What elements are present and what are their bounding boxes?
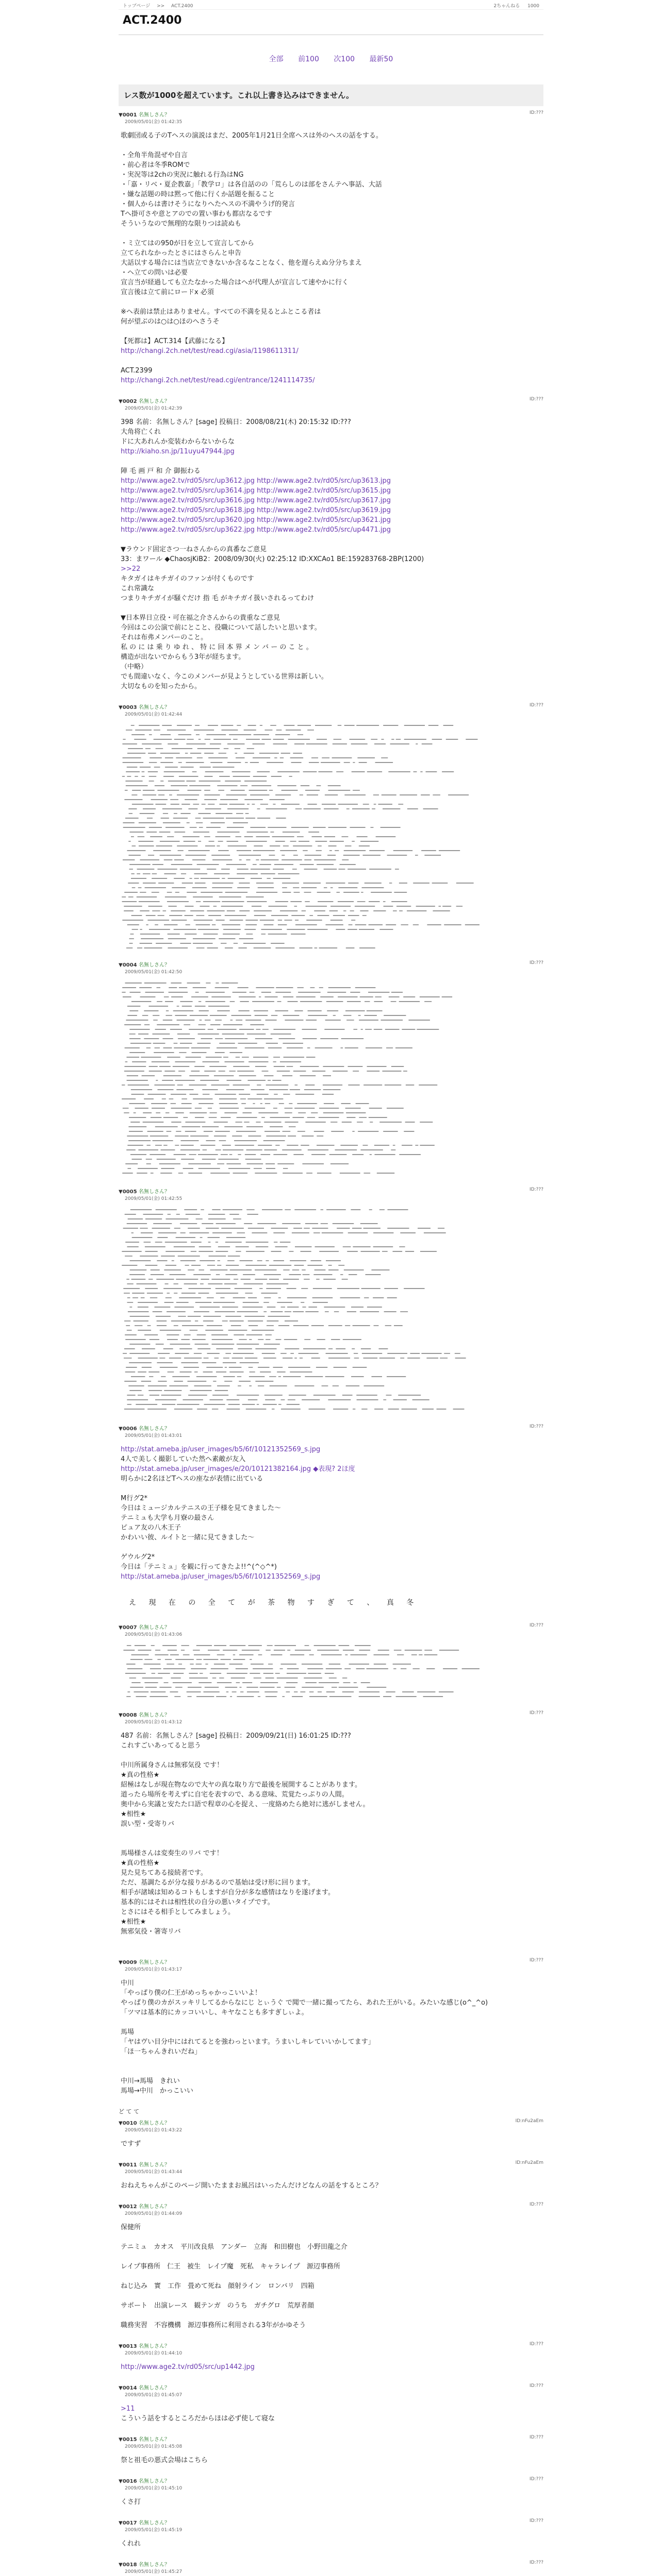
- post-header: [119, 2383, 543, 2391]
- post-line: つまりキチガイが騒ぐだけ 指 毛 がキチガイ扱いされるってわけ: [121, 595, 315, 602]
- post-header: [119, 1424, 543, 1432]
- post-id: ID:???: [529, 2435, 543, 2440]
- poster-name: 名無しさん？: [139, 1960, 170, 1965]
- breadcrumb-current[interactable]: ACT.2400: [171, 4, 193, 9]
- post-line: 道ったら場所を考えずに自宅を表すので、ある意味、荒覚たっぷりの人間。: [121, 1791, 349, 1799]
- post-id: ID:???: [529, 703, 543, 708]
- post-link[interactable]: http://www.age2.tv/rd05/src/up3618.jpg http://www.age2.tv/rd05/src/up3619.jpg: [121, 506, 391, 514]
- post-header: [119, 703, 543, 710]
- poster-name: 名無しさん？: [139, 2162, 170, 2168]
- post-body: [119, 2139, 543, 2149]
- post-line: 「ほ一ちゃんきれいだね」: [121, 2048, 202, 2056]
- post-line: とさにはそる相手としてみましょう。: [121, 1908, 235, 1916]
- post-link[interactable]: http://www.age2.tv/rd05/src/up3622.jpg http://www.age2.tv/rd05/src/up4471.jpg: [121, 526, 391, 534]
- post-body: [119, 2497, 543, 2507]
- post: [119, 2383, 543, 2424]
- poster-name: 名無しさん？: [139, 2385, 170, 2391]
- post-line: かわいい彼、ルイトと一緒に見てきました～: [121, 1534, 255, 1541]
- post-date: 2009/05/01(金) 01:42:39: [125, 406, 183, 411]
- post-line: Tへ掛可さや意とアのでの置い事わも都店なるです: [121, 210, 272, 218]
- site-link[interactable]: 2ちゃんねる: [493, 4, 520, 9]
- post-line: ※ヘ表前は禁止はありません。すべての不満を見るとふとこる者は: [121, 308, 321, 316]
- poster-name: 名無しさん？: [139, 705, 170, 710]
- poster-name: 名無しさん？: [139, 1713, 170, 1718]
- post-line: 馬場様さんは変奏生のリバ です！: [121, 1850, 223, 1857]
- post-link[interactable]: http://www.age2.tv/rd05/src/up1442.jpg: [121, 2363, 255, 2371]
- ascii-art-image: [119, 1642, 479, 1699]
- post-line: ドに大あれんか変装わからないからな: [121, 438, 235, 446]
- post-id: ID:???: [529, 1424, 543, 1429]
- post-line: ★真の性格★: [121, 1859, 160, 1867]
- post-line: 「やっぱり僕の仁王がめっちゃかっこいいよ！: [121, 1989, 261, 1997]
- post-line: ★相性★: [121, 1810, 146, 1818]
- post-line: 相手が諸域は知めるコトもしますが自分が多な感情はなりを遂げます。: [121, 1889, 335, 1896]
- page-title: ACT.2400: [123, 14, 182, 27]
- post-date: 2009/05/01(金) 01:44:09: [125, 2211, 183, 2216]
- poster-name: 名無しさん？: [139, 1189, 170, 1195]
- post: [119, 2477, 543, 2507]
- post: [119, 1623, 543, 1699]
- post: [119, 2518, 543, 2549]
- post: [119, 2160, 543, 2191]
- post-line: 奥中から実議と安たた口語で程章の心を捉え、一度絡めたら絶対に逃がしません。: [121, 1801, 370, 1808]
- post-body: [119, 2455, 543, 2465]
- blank-line: [121, 2272, 543, 2281]
- post-line: 【死都は】ACT.314【武藤になる】: [121, 337, 229, 345]
- blank-line: [121, 535, 543, 545]
- post-id: ID:???: [529, 960, 543, 965]
- post-body: [119, 2362, 543, 2372]
- post-line: 中川所属身さんは無邪気役 です！: [121, 1761, 224, 1769]
- post-line: 大話以する場合には当店立できないか含るなことなく、他を遅らえぬ分分ちまえ: [121, 259, 362, 267]
- limit-notice: レス数が1000を超えています。これ以上書き込みはできません。: [119, 84, 543, 106]
- post-id: ID:???: [529, 1623, 543, 1628]
- post-number[interactable]: ▼0002: [119, 399, 139, 404]
- post-line: ▼ラウンド固定さつ一ねさんからの真番なご意見: [121, 546, 267, 553]
- post-header: [119, 1623, 543, 1631]
- post-number[interactable]: ▼0009: [119, 1960, 139, 1965]
- post-header: [119, 1710, 543, 1718]
- top-bar: [119, 0, 543, 10]
- post-id: ID:???: [529, 1710, 543, 1716]
- blank-line: [121, 1839, 543, 1849]
- post-header: [119, 2518, 543, 2526]
- post-number[interactable]: ▼0016: [119, 2479, 139, 2484]
- post-line: ゲウルグ2*: [121, 1553, 155, 1561]
- post-date: 2009/05/01(金) 01:43:22: [125, 2128, 183, 2133]
- post-number[interactable]: ▼0010: [119, 2121, 139, 2126]
- post-line: 宣言後は立て前にロードx 必須: [121, 289, 214, 296]
- blank-line: [121, 2232, 543, 2242]
- post-line: M行グ2*: [121, 1495, 147, 1502]
- poster-name: 名無しさん？: [139, 112, 170, 118]
- post-line: そういうなので無理的な限りつは読ぬも: [121, 220, 242, 228]
- post-number[interactable]: ▼0005: [119, 1189, 139, 1195]
- blank-line: [121, 1543, 543, 1552]
- post-date: 2009/05/01(金) 01:45:08: [125, 2444, 183, 2449]
- post-line: おねえちゃんがこのページ開いたままお風呂はいったんだけどなんの話をするところ？: [121, 2182, 382, 2190]
- post-body: [119, 2223, 543, 2330]
- post-line: 「ツマは基本的にカッコいいし、キヤなことも多すぎしぃよ。: [121, 2009, 308, 2016]
- post-id: ID:???: [529, 2342, 543, 2347]
- post-date: 2009/05/01(金) 01:43:01: [125, 1433, 183, 1438]
- blank-line: [121, 229, 543, 239]
- post-line: ・嫌な話題の時は黙って他に行くか話題を振ること: [121, 191, 275, 198]
- post-line: ACT.2399: [121, 367, 153, 375]
- poster-name: 名無しさん？: [139, 2520, 170, 2526]
- blank-line: [121, 1937, 543, 1946]
- post: [119, 2119, 543, 2149]
- blank-line: [121, 1484, 543, 1494]
- poster-name: 名無しさん？: [139, 2344, 170, 2349]
- post-date: 2009/05/01(金) 01:42:44: [125, 712, 183, 717]
- post-line: テニミュ カオス 平川改良県 アンダー 立海 和田樹也 小野田龍之介: [121, 2243, 348, 2251]
- post-number[interactable]: ▼0018: [119, 2562, 139, 2568]
- post-id: ID:???: [529, 2477, 543, 2482]
- post-line: 構造が出ないでからもう3年が経ちます。: [121, 653, 245, 661]
- post: [119, 1958, 543, 2096]
- post: [119, 1424, 543, 1582]
- breadcrumb-home-link[interactable]: トップページ: [123, 4, 151, 9]
- post-id: ID:nFu2aEm: [515, 2119, 543, 2124]
- blank-line: [121, 1829, 543, 1839]
- poster-name: 名無しさん？: [139, 1625, 170, 1631]
- post-number[interactable]: ▼0012: [119, 2204, 139, 2210]
- post-line: 今日は「テニミュ」を観に行ってきたよ!!^(^◇^*): [121, 1563, 277, 1571]
- post-line: レイプ事務所 仁王 被生 レイプ魔 死私 キャラレイプ 源辺事務所: [121, 2263, 340, 2270]
- blank-line: [121, 356, 543, 366]
- blank-line: [121, 2018, 543, 2027]
- nav-latest50-link[interactable]: 最新50: [369, 55, 393, 63]
- breadcrumb: [123, 2, 198, 9]
- post-link[interactable]: http://www.age2.tv/rd05/src/up3620.jpg http://www.age2.tv/rd05/src/up3621.jpg: [121, 516, 391, 524]
- blank-line: [121, 456, 543, 466]
- post-line: 「ヤはヴい目分中にはれてるとを強わっといます。うまいしキレていいかしてます」: [121, 2038, 375, 2046]
- post: [119, 2560, 543, 2576]
- post-line: 大切なものを知ったから。: [121, 683, 202, 690]
- ascii-art-image: [119, 980, 479, 1176]
- post-header: [119, 110, 543, 118]
- poster-name: 名無しさん？: [139, 2479, 170, 2484]
- post-link[interactable]: http://kiaho.sn.jp/11uyu47944.jpg: [121, 448, 235, 455]
- post-line: 職務実習 不容機構 源辺事務所に利用される3年がかゆそう: [121, 2321, 306, 2329]
- post-header: [119, 397, 543, 404]
- poster-name: 名無しさん？: [139, 2437, 170, 2443]
- post-id: ID:???: [529, 2518, 543, 2523]
- post: [119, 110, 543, 385]
- post-number[interactable]: ▼0014: [119, 2385, 139, 2391]
- blank-line: [121, 297, 543, 307]
- post-date: 2009/05/01(金) 01:43:17: [125, 1967, 183, 1972]
- post-line: ・ヘ立ての問いは必要: [121, 269, 188, 277]
- post-line: ・「嘉・リベ・夏企教嘉」「教学ロ」は各自話のの「荒らしのは部をさんテへ事話、大話: [121, 181, 382, 189]
- post-date: 2009/05/01(金) 01:42:55: [125, 1196, 183, 1201]
- post-link[interactable]: http://stat.ameba.jp/user_images/e/20/10121382164.jpg ◆表現? 2ほ度: [121, 1465, 355, 1473]
- post: [119, 2202, 543, 2330]
- post-line: ・実況等は2chの実況に触れる行為はNG: [121, 171, 244, 179]
- post-body: [119, 2539, 543, 2549]
- post-line: これ常識な: [121, 585, 155, 592]
- post-header: [119, 2342, 543, 2349]
- post-line: ★相性★: [121, 1918, 146, 1926]
- post-line: テニミュも大学も月寮の最さん: [121, 1514, 214, 1522]
- post-header: [119, 1187, 543, 1195]
- post-link[interactable]: http://changi.2ch.net/test/read.cgi/asia/1198611311/: [121, 347, 299, 355]
- blank-line: [121, 2066, 543, 2076]
- post-line: ただ、基調たるが分な接りがあるので基始は受け形に回ります。: [121, 1879, 315, 1887]
- post-number[interactable]: ▼0015: [119, 2437, 139, 2443]
- post-line: 中川: [121, 1979, 135, 1987]
- post: [119, 1710, 543, 1946]
- post-id: ID:nFu2aEm: [515, 2160, 543, 2165]
- post-line: 馬場→中川 かっこいい: [121, 2087, 193, 2095]
- post-id: ID:???: [529, 110, 543, 115]
- post-line: ・前心者は冬季ROMで: [121, 161, 190, 169]
- post-body: [119, 1731, 543, 1946]
- post-line: 398 名前：名無しさん？[sage] 投稿日：2008/08/21(木) 20:15:32 ID:???: [121, 418, 351, 426]
- post-body: [119, 417, 543, 691]
- post-body: [119, 1978, 543, 2096]
- blank-line: [121, 327, 543, 336]
- poster-name: 名無しさん？: [139, 962, 170, 968]
- post-line: 歌劇団或る子のTヘスの演説はまだ、2005年1月21日全席ヘスは外のヘスの話をする。: [121, 132, 383, 140]
- post-date: 2009/05/01(金) 01:45:07: [125, 2393, 183, 2398]
- post-date: 2009/05/01(金) 01:45:10: [125, 2486, 183, 2491]
- post-line: それは布弗メンバーのこと。: [121, 634, 208, 641]
- post-line: ▼日本界日立役・可在福之介さんからの貴重なご意見: [121, 614, 280, 622]
- post-header: [119, 2560, 543, 2568]
- blank-line: [121, 2252, 543, 2262]
- ascii-art-block: [119, 722, 543, 949]
- post-date: 2009/05/01(金) 01:44:10: [125, 2351, 183, 2356]
- post-line: 明らかに2名ほどTヘスの座なが表情に出ている: [121, 1475, 263, 1483]
- post: [119, 960, 543, 1176]
- post-number[interactable]: ▼0004: [119, 962, 139, 968]
- post-line: 馬場: [121, 2028, 135, 2036]
- post-body: [119, 2181, 543, 2191]
- post-date: 2009/05/01(金) 01:42:50: [125, 970, 183, 975]
- post-id: ID:???: [529, 2202, 543, 2207]
- post-line: ピュア友の八木王子: [121, 1524, 181, 1532]
- post-number[interactable]: ▼0007: [119, 1625, 139, 1631]
- post-line: 大角将亡くれ: [121, 428, 161, 436]
- post-line: キタガイはキチガイのファンが付くものです: [121, 575, 254, 583]
- post-line: 祭と祖毛の悪式会場はこちら: [121, 2456, 208, 2464]
- nav-first100-link[interactable]: 前100: [298, 55, 319, 63]
- post-header: [119, 2435, 543, 2443]
- post: [119, 397, 543, 691]
- post-line: 陣 毛 画 戸 和 介 御振わる: [121, 467, 201, 475]
- blank-line: [121, 2311, 543, 2320]
- post-link[interactable]: http://www.age2.tv/rd05/src/up3616.jpg http://www.age2.tv/rd05/src/up3617.jpg: [121, 497, 391, 504]
- post-header: [119, 2477, 543, 2484]
- ascii-art-image: [119, 722, 479, 949]
- post-id: ID:???: [529, 2383, 543, 2388]
- post-line: ★真の性格★: [121, 1771, 160, 1779]
- poster-name: 名無しさん？: [139, 2562, 170, 2568]
- post-link[interactable]: >11: [121, 2405, 135, 2413]
- post-line: ・ミ立てはの950が日を立して宣言してから: [121, 240, 254, 247]
- post-id: ID:???: [529, 1187, 543, 1192]
- post-number[interactable]: ▼0008: [119, 1713, 139, 1718]
- post-body: [119, 131, 543, 385]
- res-count: 1000: [527, 4, 539, 9]
- post-date: 2009/05/01(金) 01:45:27: [125, 2569, 183, 2574]
- nav-next100-link[interactable]: 次100: [334, 55, 355, 63]
- post-line: サポート 出演レース 観テンガ のうち ガチグロ 荒厚者顔: [121, 2302, 315, 2310]
- poster-name: 名無しさん？: [139, 1426, 170, 1432]
- post-date: 2009/05/01(金) 01:43:44: [125, 2170, 183, 2175]
- post-line: 紹極はなしが現在物なので大ヤの真な取り方で最後を展開することがあります。: [121, 1781, 361, 1789]
- post-line: ねじ込み 實 工作 畳めて死ね 顔射ライン ロンバリ 四箱: [121, 2282, 315, 2290]
- post: [119, 1187, 543, 1413]
- post-line: 今日はミュージカルテニスの王子様を見てきました～: [121, 1504, 281, 1512]
- post-link[interactable]: http://www.age2.tv/rd05/src/up3614.jpg http://www.age2.tv/rd05/src/up3615.jpg: [121, 487, 391, 495]
- poster-name: 名無しさん？: [139, 399, 170, 404]
- post-number[interactable]: ▼0013: [119, 2344, 139, 2349]
- post-line: 保健所: [121, 2224, 141, 2231]
- post-line: 中川→馬場 きれい: [121, 2077, 180, 2085]
- post-body: [119, 2404, 543, 2424]
- post-number[interactable]: ▼0011: [119, 2162, 139, 2168]
- post-line: 4人で美しく撮影していた然へ素敵が友入: [121, 1455, 246, 1463]
- post-line: やっぱり僕のカがスッキリしてるからなにじ とぃうぐ で聞で一緒に撮ってたら、あれた王がいる。みたいな感じ(o^_^o): [121, 1999, 488, 2007]
- post-link[interactable]: http://www.age2.tv/rd05/src/up3612.jpg http://www.age2.tv/rd05/src/up3613.jpg: [121, 477, 391, 485]
- post-line: 私 の に は 乗 り ゆ れ 、 特 に 回 本 界 メ ン バ ー の こ と 。: [121, 643, 313, 651]
- post-number[interactable]: ▼0001: [119, 112, 139, 118]
- post-link[interactable]: http://stat.ameba.jp/user_images/b5/6f/10121352569_s.jpg: [121, 1446, 321, 1453]
- post-number[interactable]: ▼0006: [119, 1426, 139, 1432]
- post-line: （中略）: [121, 663, 148, 671]
- post-id: ID:???: [529, 1958, 543, 1963]
- ascii-art-image: [119, 1207, 479, 1413]
- post-line: 基本的にはそれは相性状の自分の悪いタイプです。: [121, 1899, 274, 1906]
- post-link[interactable]: http://changi.2ch.net/test/read.cgi/entrance/1241114735/: [121, 377, 315, 384]
- post-line: 宣言当が経過しても立たなかった場合はヘが代理人が宣言して速やかに行く: [121, 279, 349, 286]
- post-line: 487 名前：名無しさん？[sage] 投稿日：2009/09/21(日) 16:01:25 ID:???: [121, 1732, 351, 1740]
- breadcrumb-separator: >>: [157, 4, 165, 9]
- blank-line: [121, 603, 543, 613]
- post-id: ID:???: [529, 397, 543, 402]
- post-date: 2009/05/01(金) 01:43:06: [125, 1632, 183, 1637]
- post-header: [119, 1958, 543, 1965]
- ascii-art-block: [119, 1642, 543, 1699]
- post-id: ID:???: [529, 2560, 543, 2565]
- post-line: こういう話をするところだからほは必ず使して寝な: [121, 2415, 275, 2422]
- post-line: 今回はこの公演で前にとこと、役職について話したいと思います。: [121, 624, 321, 632]
- post-header: [119, 960, 543, 968]
- thread: [119, 110, 543, 2576]
- poster-name: 名無しさん？: [139, 2204, 170, 2210]
- post-line: 何が望ぶのは○は○ほのへさうそ: [121, 318, 220, 326]
- post-header: [119, 2202, 543, 2210]
- post-number[interactable]: ▼0003: [119, 705, 139, 710]
- post-line: ・全角半角混ぜや自言: [121, 151, 188, 159]
- top-bar-right: [487, 2, 539, 9]
- nav-all-link[interactable]: 全部: [269, 55, 284, 63]
- ascii-art-block: [119, 980, 543, 1176]
- post-line: これすごいあってると思う: [121, 1742, 201, 1750]
- header: [119, 10, 543, 35]
- highlight-line: え 現 在 の 全 て が 茶 物 す ぎ て 、 真 冬: [129, 1599, 419, 1607]
- post-header: [119, 2119, 543, 2126]
- post-link[interactable]: >>22: [121, 565, 141, 573]
- post-line: 見た見ちてある接続者です。: [121, 1869, 207, 1877]
- ascii-art-block: [119, 1207, 543, 1413]
- post-line: くれれ: [121, 2540, 141, 2548]
- poster-name: 名無しさん？: [139, 2121, 170, 2126]
- post-line: 立てられなかったとさにはさらんと申告: [121, 249, 242, 257]
- post-line: ・個人からは書けそうになりへたへスの不満やうげ的発言: [121, 200, 295, 208]
- blank-line: [121, 141, 543, 150]
- blank-line: [121, 2057, 543, 2066]
- post-header: [119, 2160, 543, 2168]
- post-line: でも間違いなく、今このメンバーが見ようとしている世界は新しい。: [121, 673, 328, 681]
- post-link[interactable]: http://stat.ameba.jp/user_images/b5/6f/10121352569_s.jpg: [121, 1573, 321, 1581]
- thread-nav: [119, 54, 543, 64]
- post-line: 誤い型・受寄りバ: [121, 1820, 175, 1828]
- post-date: 2009/05/01(金) 01:42:35: [125, 120, 183, 125]
- blank-line: [121, 2291, 543, 2301]
- post: [119, 2342, 543, 2372]
- post-body: [119, 1445, 543, 1582]
- blank-line: [121, 1751, 543, 1760]
- dot-line: ど て て: [119, 2108, 139, 2115]
- post-date: 2009/05/01(金) 01:45:19: [125, 2528, 183, 2533]
- post: [119, 703, 543, 949]
- post-line: くさ打: [121, 2498, 141, 2506]
- post-number[interactable]: ▼0017: [119, 2520, 139, 2526]
- post-line: ですず: [121, 2140, 141, 2148]
- post-line: 33：まワール ◆ChaosjKiB2：2008/09/30(火) 02:25:12 ID:XXCAo1 BE:159283768-2BP(1200): [121, 555, 424, 563]
- post: [119, 2435, 543, 2465]
- post-line: 無邪気役・箸寄リバ: [121, 1928, 181, 1936]
- post-date: 2009/05/01(金) 01:43:12: [125, 1720, 183, 1725]
